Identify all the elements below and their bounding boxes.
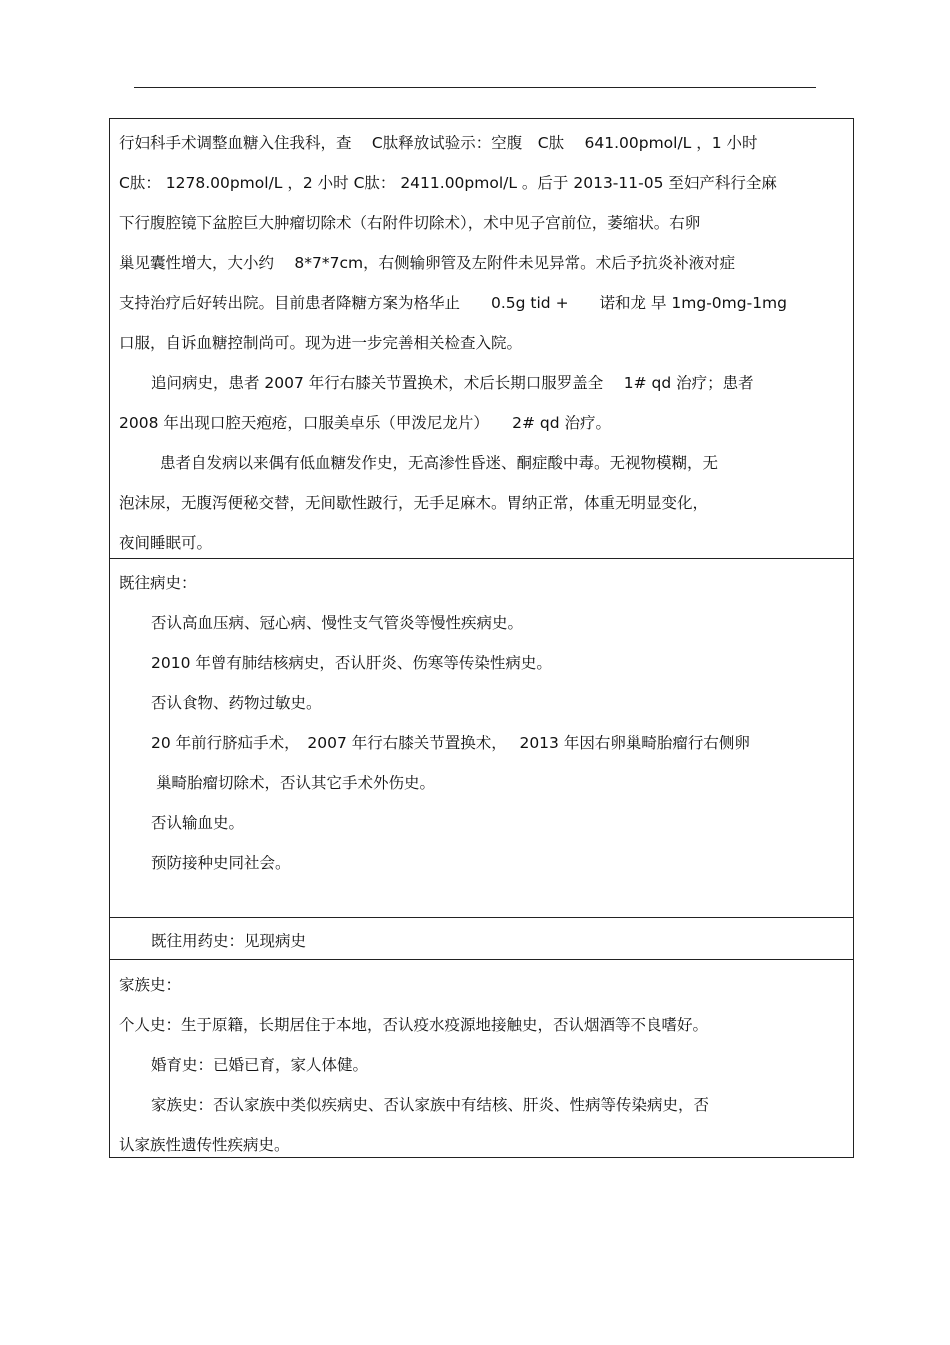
- past-history-line: 2010 年曾有肺结核病史，否认肝炎、伤寒等传染性病史。: [151, 654, 552, 672]
- medication-history-text: 既往用药史：见现病史: [151, 932, 307, 950]
- past-history-line: 否认食物、药物过敏史。: [151, 694, 322, 712]
- hpi-line: 口服，自诉血糖控制尚可。现为进一步完善相关检查入院。: [119, 334, 523, 352]
- marital-history-line: 婚育史：已婚已育，家人体健。: [151, 1056, 369, 1074]
- hpi-line: 巢见囊性增大，大小约 8*7*7cm，右侧输卵管及左附件未见异常。术后予抗炎补液对症: [119, 254, 736, 272]
- hpi-line: C肽： 1278.00pmol/L ，2 小时 C肽： 2411.00pmol/L 。后于 2013-11-05 至妇产科行全麻: [119, 174, 777, 192]
- medical-record-table: [109, 118, 854, 1158]
- past-history-title: 既往病史：: [119, 574, 197, 592]
- past-history-line: 巢畸胎瘤切除术，否认其它手术外伤史。: [156, 774, 436, 792]
- past-history-line: 20 年前行脐疝手术， 2007 年行右膝关节置换术， 2013 年因右卵巢畸胎瘤行右侧卵: [151, 734, 750, 752]
- past-history-line: 否认高血压病、冠心病、慢性支气管炎等慢性疾病史。: [151, 614, 524, 632]
- hpi-line: 下行腹腔镜下盆腔巨大肿瘤切除术（右附件切除术），术中见子宫前位，萎缩状。右卵: [119, 214, 701, 232]
- hpi-line: 夜间睡眠可。: [119, 534, 213, 552]
- personal-history-line: 个人史：生于原籍，长期居住于本地，否认疫水疫源地接触史，否认烟酒等不良嗜好。: [119, 1016, 709, 1034]
- family-history-line: 家族史：否认家族中类似疾病史、否认家族中有结核、肝炎、性病等传染病史，否: [151, 1096, 710, 1114]
- hpi-line: 追问病史，患者 2007 年行右膝关节置换术，术后长期口服罗盖全 1# qd 治疗；患者: [151, 374, 754, 392]
- hpi-line: 患者自发病以来偶有低血糖发作史，无高渗性昏迷、酮症酸中毒。无视物模糊，无: [160, 454, 719, 472]
- family-history-line: 认家族性遗传性疾病史。: [119, 1136, 290, 1154]
- medication-history-section: [110, 918, 853, 960]
- hpi-line: 泡沫尿，无腹泻便秘交替，无间歇性跛行，无手足麻木。胃纳正常，体重无明显变化，: [119, 494, 709, 512]
- family-history-section: [110, 960, 853, 1157]
- present-illness-section: [110, 119, 853, 559]
- past-history-section: [110, 559, 853, 918]
- past-history-line: 预防接种史同社会。: [151, 854, 291, 872]
- hpi-line: 2008 年出现口腔天疱疮，口服美卓乐（甲泼尼龙片） 2# qd 治疗。: [119, 414, 612, 432]
- family-section-title: 家族史：: [119, 976, 182, 994]
- past-history-line: 否认输血史。: [151, 814, 245, 832]
- hpi-line: 行妇科手术调整血糖入住我科，查 C肽释放试验示：空腹 C肽 641.00pmol/L ，1 小时: [119, 134, 758, 152]
- hpi-line: 支持治疗后好转出院。目前患者降糖方案为格华止 0.5g tid + 诺和龙 早 1mg-0mg-1mg: [119, 294, 787, 312]
- header-rule: [134, 87, 816, 88]
